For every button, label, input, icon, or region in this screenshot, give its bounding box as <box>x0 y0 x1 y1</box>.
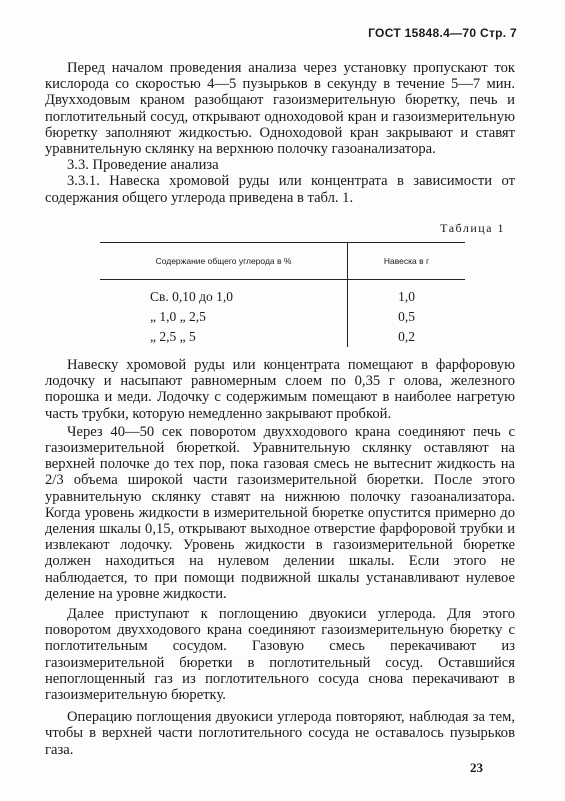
table-header-carbon: Содержание общего углерода в % <box>100 243 348 280</box>
table-header-row <box>100 243 465 280</box>
page-header: ГОСТ 15848.4—70 Стр. 7 <box>368 26 517 40</box>
table-row <box>100 280 465 308</box>
paragraph-3: Навеску хромовой руды или концентрата помещают в фарфоровую лодочку и насыпают равномерным слоем по 0,35 г олова, железного порошка и меди. Лодочку с содержимым помещают в наиболее нагретую часть трубки, которую немедленно закрывают пробкой. <box>45 357 515 422</box>
table-cell: 0,2 <box>398 329 415 345</box>
text-block-bottom <box>45 357 515 758</box>
carbon-table <box>100 242 465 347</box>
section-heading-text: 3.3. Проведение анализа <box>67 157 219 174</box>
paragraph-2: 3.3.1. Навеска хромовой руды или концентрата в зависимости от содержания общего углерода приведена в табл. 1. <box>45 173 515 206</box>
paragraph-4: Через 40—50 сек поворотом двухходового крана соединяют печь с газоизмерительной бюреткой. Уравнительную склянку оставляют на верхней полочке до тех пор, пока газовая смесь не вытеснит жидкость на 2/3 объема широкой части газоизмерительной бюретки. После этого уравнительную склянку ставят на нижнюю полочку газоанализатора. Когда уровень жидкости в измерительной бюретке опустится примерно до деления шкалы 0,15, открывают выходное отверстие фарфоровой трубки и извлекают лодочку. Уровень жидкости в газоизмерительной бюретке должен находиться на нулевом делении шкалы. Если этого не наблюдается, то при помощи подвижной шкалы устанавливают нулевое деление на уровне жидкости. <box>45 423 515 602</box>
table-block <box>45 216 515 347</box>
table-cell: 1,0 <box>398 289 415 305</box>
table-row <box>100 307 465 327</box>
table-caption: Таблица 1 <box>440 221 505 235</box>
table-cell: „ 1,0 „ 2,5 <box>100 307 348 327</box>
text-block-top <box>45 60 515 206</box>
page-number: 23 <box>470 760 483 775</box>
paragraph-6: Операцию поглощения двуокиси углерода повторяют, наблюдая за тем, чтобы в верхней части поглотительного сосуда не оставалось пузырьков газа. <box>45 709 515 758</box>
section-heading <box>45 157 515 173</box>
table-header-weight: Навеска в г <box>348 243 466 280</box>
table-cell: 0,5 <box>398 309 415 325</box>
table-row <box>100 327 465 347</box>
paragraph-5: Далее приступают к поглощению двуокиси углерода. Для этого поворотом двухходового крана соединяют газоизмерительную бюретку с поглотительным сосудом. Газовую смесь перекачивают из газоизмерительной бюретки в поглотительный сосуд. Оставшийся непоглощенный газ из поглотительного сосуда снова перекачивают в газоизмерительную бюретку. <box>45 606 515 704</box>
table-cell: „ 2,5 „ 5 <box>100 327 348 347</box>
table-cell: Св. 0,10 до 1,0 <box>100 280 348 308</box>
paragraph-1: Перед началом проведения анализа через установку пропускают ток кислорода со скоростью 4—5 пузырьков в секунду в течение 5—7 мин. Двухходовым краном разобщают газоизмерительную бюретку, печь и поглотительный сосуд, открывают одноходовой кран и газоизмерительную бюретку заполняют жидкостью. Одноходовой кран закрывают и ставят уравнительную склянку на верхнюю полочку газоанализатора. <box>45 60 515 158</box>
